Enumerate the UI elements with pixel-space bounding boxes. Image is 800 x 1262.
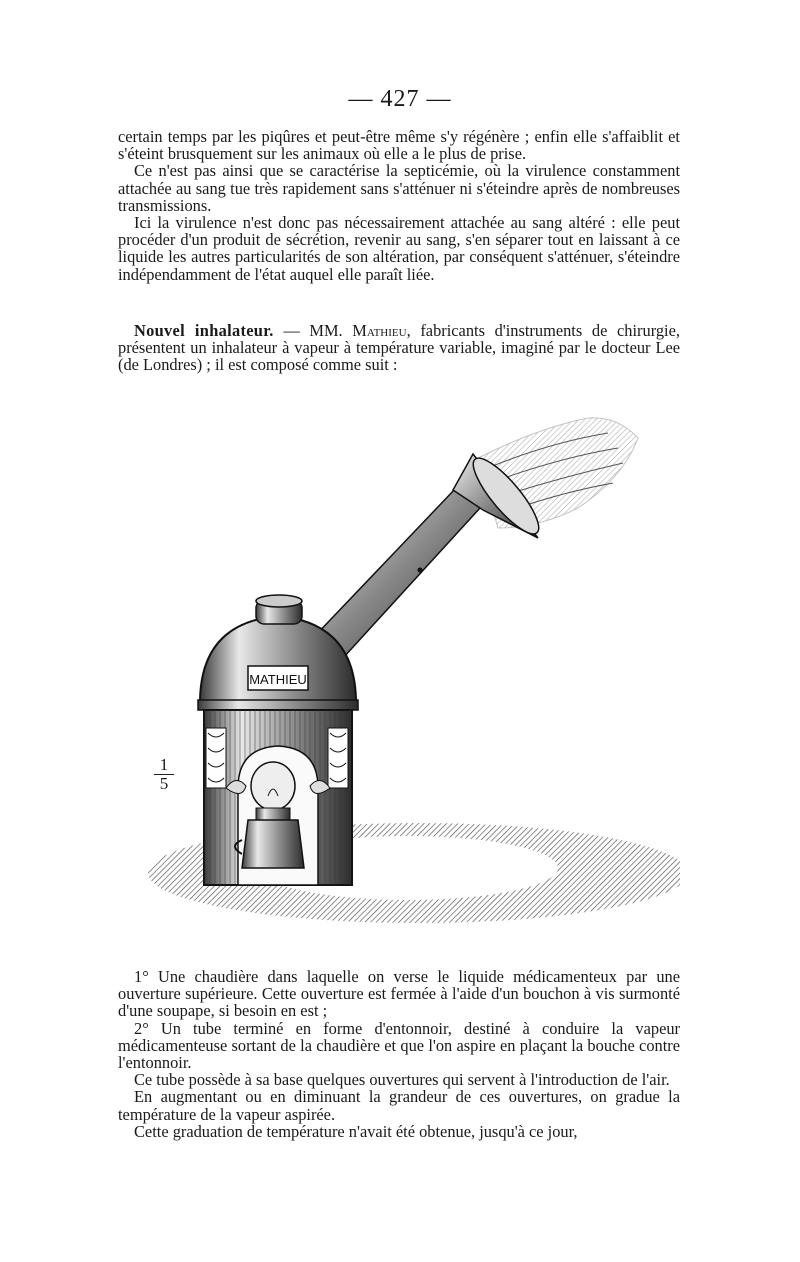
list-item-1: 1° Une chaudière dans laquelle on verse le liquide médicamenteux par une ouverture supérieure. Cette ouverture est fermée à l'aide d'un bouchon à vis surmonté d'une soupape, si besoin en est ; xyxy=(118,967,680,1021)
scale-fraction xyxy=(154,756,174,793)
scale-numerator: 1 xyxy=(154,756,174,775)
heading-dash: — MM. xyxy=(273,321,353,340)
page-number: — 427 — xyxy=(348,86,452,112)
maker-name: Mathieu xyxy=(352,321,407,340)
lamp-base xyxy=(242,820,304,868)
paragraph-tube: Ce tube possède à sa base quelques ouvertures qui servent à l'introduction de l'air. xyxy=(134,1070,670,1090)
paragraph-graduation: Cette graduation de température n'avait été obtenue, jusqu'à ce jour, xyxy=(134,1121,578,1141)
paragraph-ouvertures: En augmentant ou en diminuant la grandeur de ces ouvertures, on gradue la température de la vapeur aspirée. xyxy=(118,1087,680,1124)
maker-label-text: MATHIEU xyxy=(249,672,307,687)
inhaler-engraving xyxy=(118,388,680,948)
inhalateur-intro xyxy=(118,322,680,374)
inhaler-tube xyxy=(313,450,548,658)
boiler xyxy=(198,595,358,885)
paragraph-septicemie: Ce n'est pas ainsi que se caractérise la septicémie, où la virulence constamment attachée au sang tue très rapidement sans s'atténuer ni s'éteindre après de nombreuses transmissions. xyxy=(118,161,680,215)
lamp-globe xyxy=(251,762,295,810)
top-text-block xyxy=(118,128,680,283)
paragraph-continuation: certain temps par les piqûres et peut-être même s'y régénère ; enfin elle s'affaiblit et s'éteint brusquement sur les animaux où elle a le plus de prise. xyxy=(118,127,680,164)
intro-rest: , fabricants d'instruments de chirurgie, présentent un inhalateur à vapeur à température variable, imaginé par le docteur Lee (de Londres) ; il est composé comme suit : xyxy=(118,321,680,375)
scale-denominator: 5 xyxy=(159,774,169,793)
list-item-2: 2° Un tube terminé en forme d'entonnoir, destiné à conduire la vapeur médicamenteuse sortant de la chaudière et que l'on aspire en plaçant la bouche contre l'entonnoir. xyxy=(118,1018,680,1073)
paragraph-virulence: Ici la virulence n'est donc pas nécessairement attachée au sang altéré : elle peut procéder d'un produit de sécrétion, revenir au sang, s'en séparer tout en laissant à ce liquide les autres particularités de son altération, par conséquent s'atténuer, s'éteindre indépendamment de l'état auquel elle paraît liée. xyxy=(118,213,680,284)
section-heading: Nouvel inhalateur. xyxy=(134,321,274,340)
bottom-text-block xyxy=(118,968,680,1140)
